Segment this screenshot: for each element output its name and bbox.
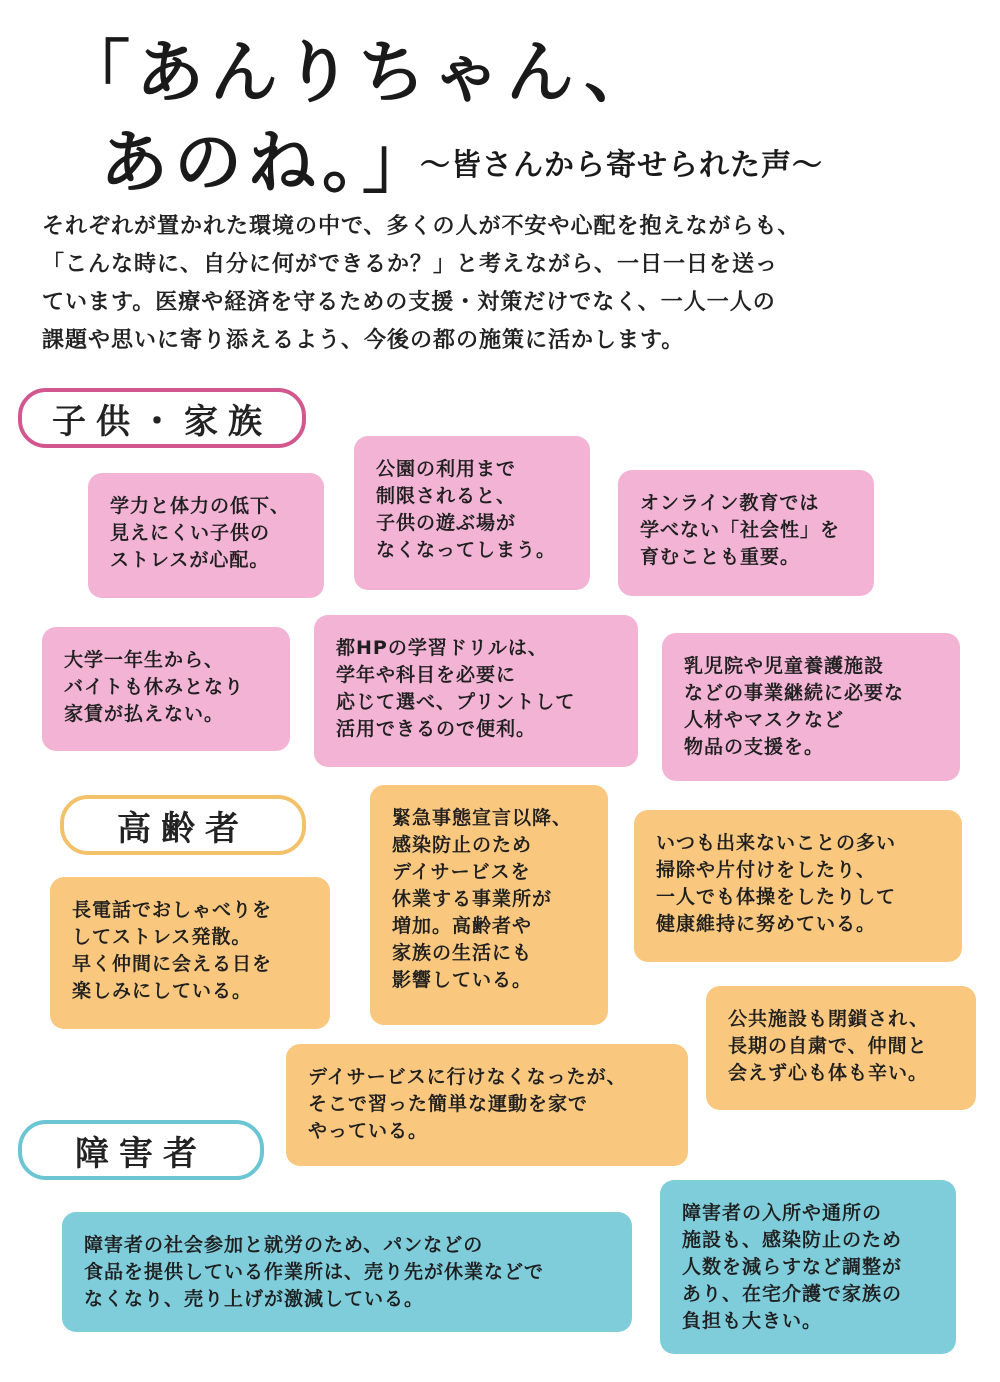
note-line: 制限されると、 xyxy=(376,485,517,507)
note-elderly-4 xyxy=(706,986,976,1110)
note-children-4 xyxy=(42,627,290,751)
subtitle: ～皆さんから寄せられた声～ xyxy=(420,148,823,183)
note-line: やっている。 xyxy=(308,1120,429,1142)
note-line: ストレスが心配。 xyxy=(110,549,270,571)
intro-line: 課題や思いに寄り添えるよう、今後の都の施策に活かします。 xyxy=(42,328,685,353)
note-line: デイサービスに行けなくなったが、 xyxy=(308,1066,627,1088)
note-line: 長期の自粛で、仲間と xyxy=(728,1035,928,1057)
note-line: 食品を提供している作業所は、売り先が休業などで xyxy=(84,1261,545,1283)
note-line: 障害者の社会参加と就労のため、パンなどの xyxy=(84,1234,484,1256)
note-line: 施設も、感染防止のため xyxy=(682,1229,903,1251)
note-children-5 xyxy=(314,615,638,767)
note-line: 楽しみにしている。 xyxy=(72,980,253,1002)
intro-line: ています。医療や経済を守るための支援・対策だけでなく、一人一人の xyxy=(42,290,776,315)
category-elderly: 高齢者 xyxy=(60,795,306,855)
title-line-1: 「あんりちゃん、 xyxy=(62,34,659,113)
note-line: 見えにくい子供の xyxy=(110,522,271,544)
note-elderly-5 xyxy=(286,1044,688,1166)
note-line: 学年や科目を必要に xyxy=(336,664,517,686)
note-line: 増加。高齢者や xyxy=(392,915,533,937)
note-line: 学べない「社会性」を xyxy=(640,519,841,541)
note-line: そこで習った簡単な運動を家で xyxy=(308,1093,589,1115)
note-children-6 xyxy=(662,633,960,781)
note-line: オンライン教育では xyxy=(640,492,820,514)
note-elderly-1 xyxy=(370,785,608,1025)
note-elderly-2 xyxy=(634,810,962,962)
note-line: なくなり、売り上げが激減している。 xyxy=(84,1288,425,1310)
note-line: 子供の遊ぶ場が xyxy=(376,512,517,534)
intro-line: それぞれが置かれた環境の中で、多くの人が不安や心配を抱えながらも、 xyxy=(42,214,801,239)
note-line: 家賃が払えない。 xyxy=(64,703,225,725)
note-line: デイサービスを xyxy=(392,861,531,883)
note-line: 障害者の入所や通所の xyxy=(682,1202,883,1224)
note-line: 活用できるので便利。 xyxy=(336,718,537,740)
note-line: 緊急事態宣言以降、 xyxy=(392,807,573,829)
note-line: 健康維持に努めている。 xyxy=(656,913,877,935)
note-line: あり、在宅介護で家族の xyxy=(682,1283,903,1305)
note-disabled-2 xyxy=(62,1212,632,1332)
note-line: 都HPの学習ドリルは、 xyxy=(336,637,548,659)
note-line: 会えず心も体も辛い。 xyxy=(728,1062,929,1084)
intro-line: 「こんな時に、自分に何ができるか？」と考えながら、一日一日を送っ xyxy=(42,252,779,277)
note-line: 乳児院や児童養護施設 xyxy=(684,655,885,677)
note-line: 応じて選べ、プリントして xyxy=(336,691,576,713)
note-line: 人数を減らすなど調整が xyxy=(682,1256,903,1278)
note-line: 掃除や片付けをしたり、 xyxy=(656,859,877,881)
note-line: 育むことも重要。 xyxy=(640,546,801,568)
intro-paragraph xyxy=(42,208,962,360)
note-line: 学力と体力の低下、 xyxy=(110,495,291,517)
note-children-1 xyxy=(88,473,324,598)
note-line: 早く仲間に会える日を xyxy=(72,953,273,975)
note-line: なくなってしまう。 xyxy=(376,539,557,561)
note-line: 公園の利用まで xyxy=(376,458,517,480)
note-disabled-1 xyxy=(660,1180,956,1354)
note-line: バイトも休みとなり xyxy=(64,676,245,698)
note-line: 大学一年生から、 xyxy=(64,649,225,671)
note-line: してストレス発散。 xyxy=(72,926,252,948)
note-line: 影響している。 xyxy=(392,969,533,991)
note-line: 休業する事業所が xyxy=(392,888,553,910)
category-disabled: 障害者 xyxy=(18,1120,264,1180)
note-children-2 xyxy=(354,436,590,590)
note-line: 人材やマスクなど xyxy=(684,709,845,731)
note-line: 一人でも体操をしたりして xyxy=(656,886,897,908)
note-line: 感染防止のため xyxy=(392,834,533,856)
note-line: 公共施設も閉鎖され、 xyxy=(728,1008,930,1030)
note-children-3 xyxy=(618,470,874,596)
note-line: 家族の生活にも xyxy=(392,942,533,964)
title-line-2: あのね。」 xyxy=(100,124,437,203)
note-line: いつも出来ないことの多い xyxy=(656,832,897,854)
note-line: 負担も大きい。 xyxy=(682,1310,823,1332)
note-elderly-3 xyxy=(50,877,330,1029)
note-line: 長電話でおしゃべりを xyxy=(72,899,273,921)
note-line: などの事業継続に必要な xyxy=(684,682,905,704)
note-line: 物品の支援を。 xyxy=(684,736,825,758)
category-children: 子供・家族 xyxy=(18,388,306,448)
